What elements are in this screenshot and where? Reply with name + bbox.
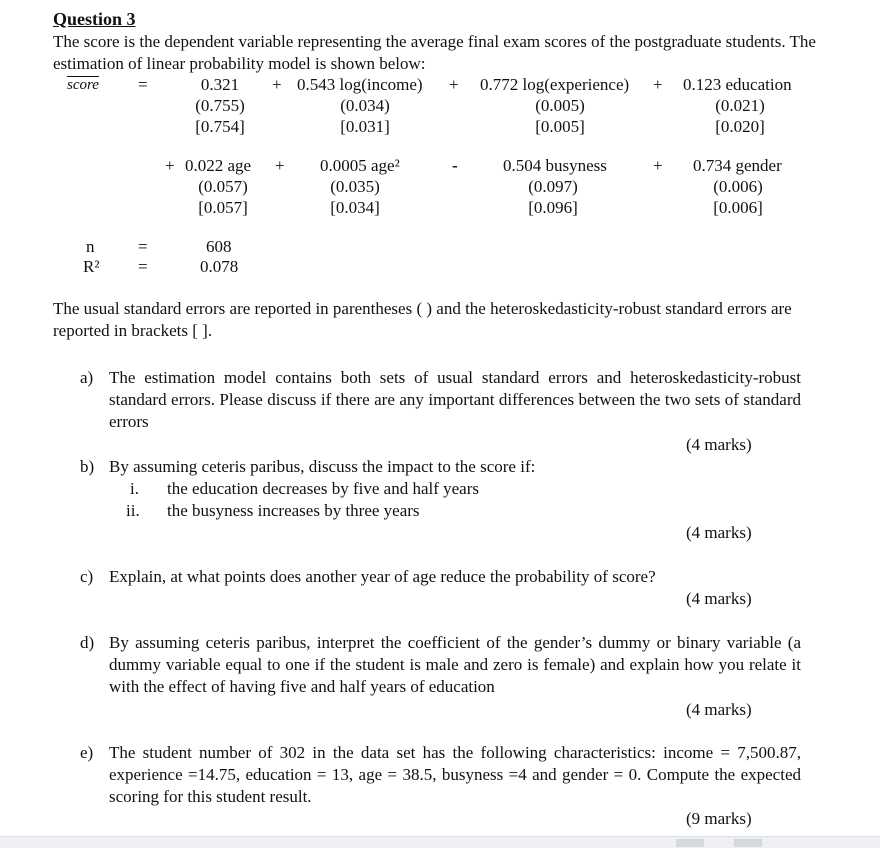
se-education: (0.021) [715, 96, 765, 115]
coef-age: 0.022 age [185, 156, 252, 175]
coef-intercept: 0.321 [200, 75, 240, 94]
question-title: Question 3 [53, 9, 136, 29]
part-b-marks: (4 marks) [686, 523, 752, 542]
se-busyness: (0.097) [528, 177, 578, 196]
part-d-marks: (4 marks) [686, 700, 752, 719]
rse-age: [0.057] [198, 198, 248, 217]
se-log-experience: (0.005) [535, 96, 585, 115]
stat-n-equals: = [138, 237, 148, 256]
stat-r2-equals: = [138, 257, 148, 276]
part-e-marks: (9 marks) [686, 809, 752, 828]
rse-intercept: [0.754] [195, 117, 245, 136]
se-age: (0.057) [198, 177, 248, 196]
op-plus: + [449, 75, 459, 94]
equation-lhs: score [67, 77, 99, 93]
rse-age-squared: [0.034] [330, 198, 380, 217]
part-b-sub-i-text: the education decreases by five and half years [167, 479, 479, 498]
standard-errors-note: The usual standard errors are reported in parentheses ( ) and the heteroskedasticity-robust standard errors are reported in brackets [ ]. [53, 299, 792, 340]
op-plus: + [165, 156, 175, 175]
part-a-text: The estimation model contains both sets of usual standard errors and heteroskedasticity-robust standard errors. Please discuss if there are any important differences between the two sets of standard errors [109, 368, 801, 431]
rse-log-income: [0.031] [340, 117, 390, 136]
rse-busyness: [0.096] [528, 198, 578, 217]
part-d-label: d) [80, 633, 95, 652]
op-plus: + [275, 156, 285, 175]
se-gender: (0.006) [713, 177, 763, 196]
stat-n-value: 608 [206, 237, 232, 256]
part-a-label: a) [80, 368, 94, 387]
part-e-label: e) [80, 743, 94, 762]
coef-education: 0.123 education [683, 75, 792, 94]
equation-equals: = [138, 75, 148, 94]
part-b-sub-ii-text: the busyness increases by three years [167, 501, 420, 520]
se-log-income: (0.034) [340, 96, 390, 115]
part-c-text: Explain, at what points does another year of age reduce the probability of score? [109, 567, 656, 586]
part-e-text: The student number of 302 in the data set has the following characteristics: income = 7,500.87, experience =14.75, education = 13, age = 38.5, busyness =4 and gender = 0. Compute the expected scoring for this student result. [109, 743, 801, 806]
coef-busyness: 0.504 busyness [503, 156, 607, 175]
coef-log-income: 0.543 log(income) [297, 75, 423, 94]
part-d-text: By assuming ceteris paribus, interpret the coefficient of the gender’s dummy or binary variable (a dummy variable equal to one if the student is male and zero is female) and explain how you relate it with the effect of having five and half years of education [109, 633, 801, 696]
viewer-scroll-thumb[interactable] [676, 839, 704, 847]
part-b-sub-ii-label: ii. [126, 501, 140, 520]
rse-log-experience: [0.005] [535, 117, 585, 136]
op-plus: + [272, 75, 282, 94]
op-minus: - [452, 156, 458, 175]
stat-r2-label: R² [83, 257, 100, 276]
rse-education: [0.020] [715, 117, 765, 136]
part-b-label: b) [80, 457, 95, 476]
rse-gender: [0.006] [713, 198, 763, 217]
coef-age-squared: 0.0005 age² [320, 156, 400, 175]
part-a-marks: (4 marks) [686, 435, 752, 454]
coef-log-experience: 0.772 log(experience) [480, 75, 630, 94]
viewer-scroll-thumb[interactable] [734, 839, 762, 847]
op-plus: + [653, 75, 663, 94]
se-age-squared: (0.035) [330, 177, 380, 196]
se-intercept: (0.755) [195, 96, 245, 115]
coef-gender: 0.734 gender [693, 156, 782, 175]
question-intro: The score is the dependent variable representing the average final exam scores of the postgraduate students. The estimation of linear probability model is shown below: [53, 32, 816, 73]
part-b-sub-i-label: i. [130, 479, 139, 498]
part-c-label: c) [80, 567, 94, 586]
part-c-marks: (4 marks) [686, 589, 752, 608]
part-b-text: By assuming ceteris paribus, discuss the impact to the score if: [109, 457, 536, 476]
op-plus: + [653, 156, 663, 175]
stat-r2-value: 0.078 [200, 257, 239, 276]
stat-n-label: n [86, 237, 95, 256]
